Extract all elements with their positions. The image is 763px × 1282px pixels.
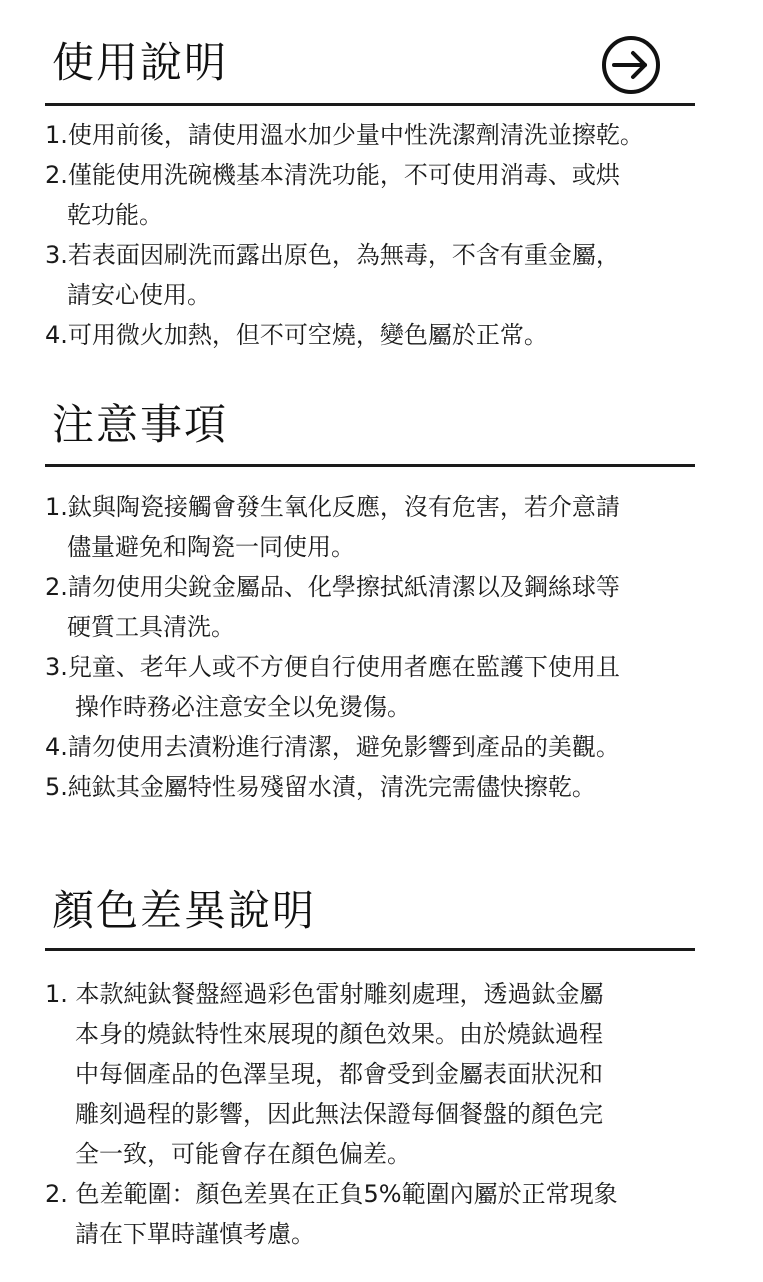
usage-list [45,115,644,355]
list-item: 2. 色差範圍：顏色差異在正負5%範圍內屬於正常現象 請在下單時謹慎考慮。 [45,1180,618,1248]
list-item: 3.若表面因刷洗而露出原色，為無毒，不含有重金屬， 請安心使用。 [45,241,620,309]
cautions-divider [45,464,695,467]
list-item: 2.請勿使用尖銳金屬品、化學擦拭紙清潔以及鋼絲球等 硬質工具清洗。 [45,573,620,641]
color-diff-list [45,974,618,1254]
list-item: 1. 本款純鈦餐盤經過彩色雷射雕刻處理，透過鈦金屬 本身的燒鈦特性來展現的顏色效果。由於燒鈦過程 中每個產品的色澤呈現，都會受到金屬表面狀況和 雕刻過程的影響，因此無法保證每個餐盤的顏色完 全一致，可能會存在顏色偏差。 [45,980,604,1168]
list-item: 4.請勿使用去漬粉進行清潔，避免影響到產品的美觀。 [45,733,620,761]
list-item: 4.可用微火加熱，但不可空燒，變色屬於正常。 [45,321,548,349]
arrow-right-circle-icon[interactable] [600,34,662,96]
list-item: 2.僅能使用洗碗機基本清洗功能，不可使用消毒、或烘 乾功能。 [45,161,620,229]
list-item: 3.兒童、老年人或不方便自行使用者應在監護下使用且 操作時務必注意安全以免燙傷。 [45,653,620,721]
color-diff-title: 顏色差異說明 [52,886,317,935]
list-item: 5.純鈦其金屬特性易殘留水漬，清洗完需儘快擦乾。 [45,773,596,801]
cautions-title: 注意事項 [52,400,229,449]
cautions-list [45,487,620,807]
usage-divider [45,103,695,106]
list-item: 1.鈦與陶瓷接觸會發生氧化反應，沒有危害，若介意請 儘量避免和陶瓷一同使用。 [45,493,620,561]
color-diff-divider [45,948,695,951]
usage-title: 使用說明 [52,38,229,87]
list-item: 1.使用前後，請使用溫水加少量中性洗潔劑清洗並擦乾。 [45,121,644,149]
